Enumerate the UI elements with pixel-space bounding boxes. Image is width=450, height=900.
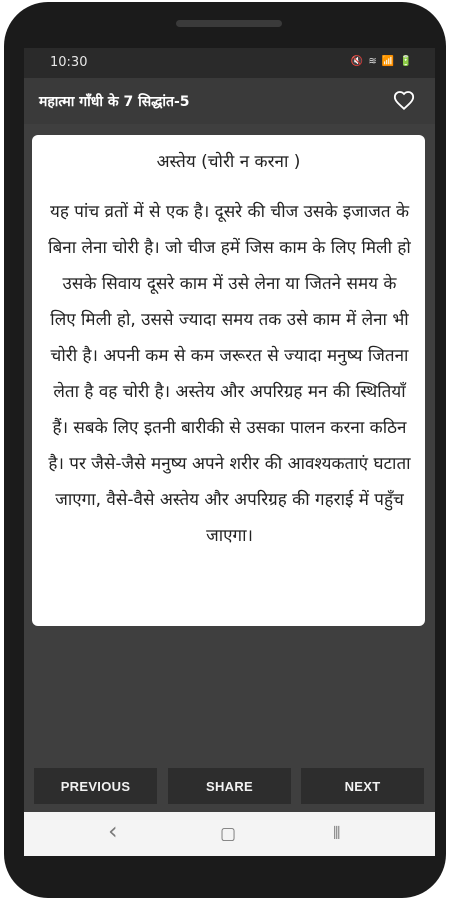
app-bar [24, 78, 435, 124]
content-heading: अस्तेय (चोरी न करना ) [156, 152, 301, 172]
status-icons: 🔇 ≋ 📶 🔋 [350, 56, 413, 67]
home-nav-icon[interactable]: ▢ [220, 824, 237, 844]
content-card [32, 135, 425, 626]
status-time: 10:30 [50, 55, 88, 70]
next-button[interactable]: NEXT [301, 768, 424, 804]
content-body: यह पांच व्रतों में से एक है। दूसरे की चीज उसके इजाजत के बिना लेना चोरी है। जो चीज हमें जिस काम के लिए मिली हो उसके सिवाय दूसरे काम में उसे लेना या जितने समय के लिए मिली हो, उससे ज्यादा समय तक उसे काम में लेना भी चोरी है। अपनी कम से कम जरूरत से ज्यादा मनुष्य जितना लेता है वह चोरी है। अस्तेय और अपरिग्रह मन की स्थितियाँ हैं। सबके लिए इतनी बारीकी से उसका पालन करना कठिन है। पर जैसे-जैसे मनुष्य अपने शरीर की आवश्यकताएं घटाता जाएगा, वैसे-वैसे अस्तेय और अपरिग्रह की गहराई में पहुँच जाएगा। [48, 202, 411, 546]
page-title: महात्मा गाँधी के 7 सिद्धांत-5 [39, 94, 190, 110]
phone-speaker [176, 20, 282, 27]
app-screen [24, 48, 435, 856]
share-button[interactable]: SHARE [168, 768, 291, 804]
recents-nav-icon[interactable]: ⦀ [333, 824, 341, 844]
previous-button[interactable]: PREVIOUS [34, 768, 157, 804]
status-bar [24, 48, 435, 78]
back-nav-icon[interactable]: ‹ [108, 817, 118, 845]
heart-outline-icon[interactable] [393, 90, 415, 112]
phone-frame [4, 2, 446, 898]
system-nav-bar [24, 812, 435, 856]
